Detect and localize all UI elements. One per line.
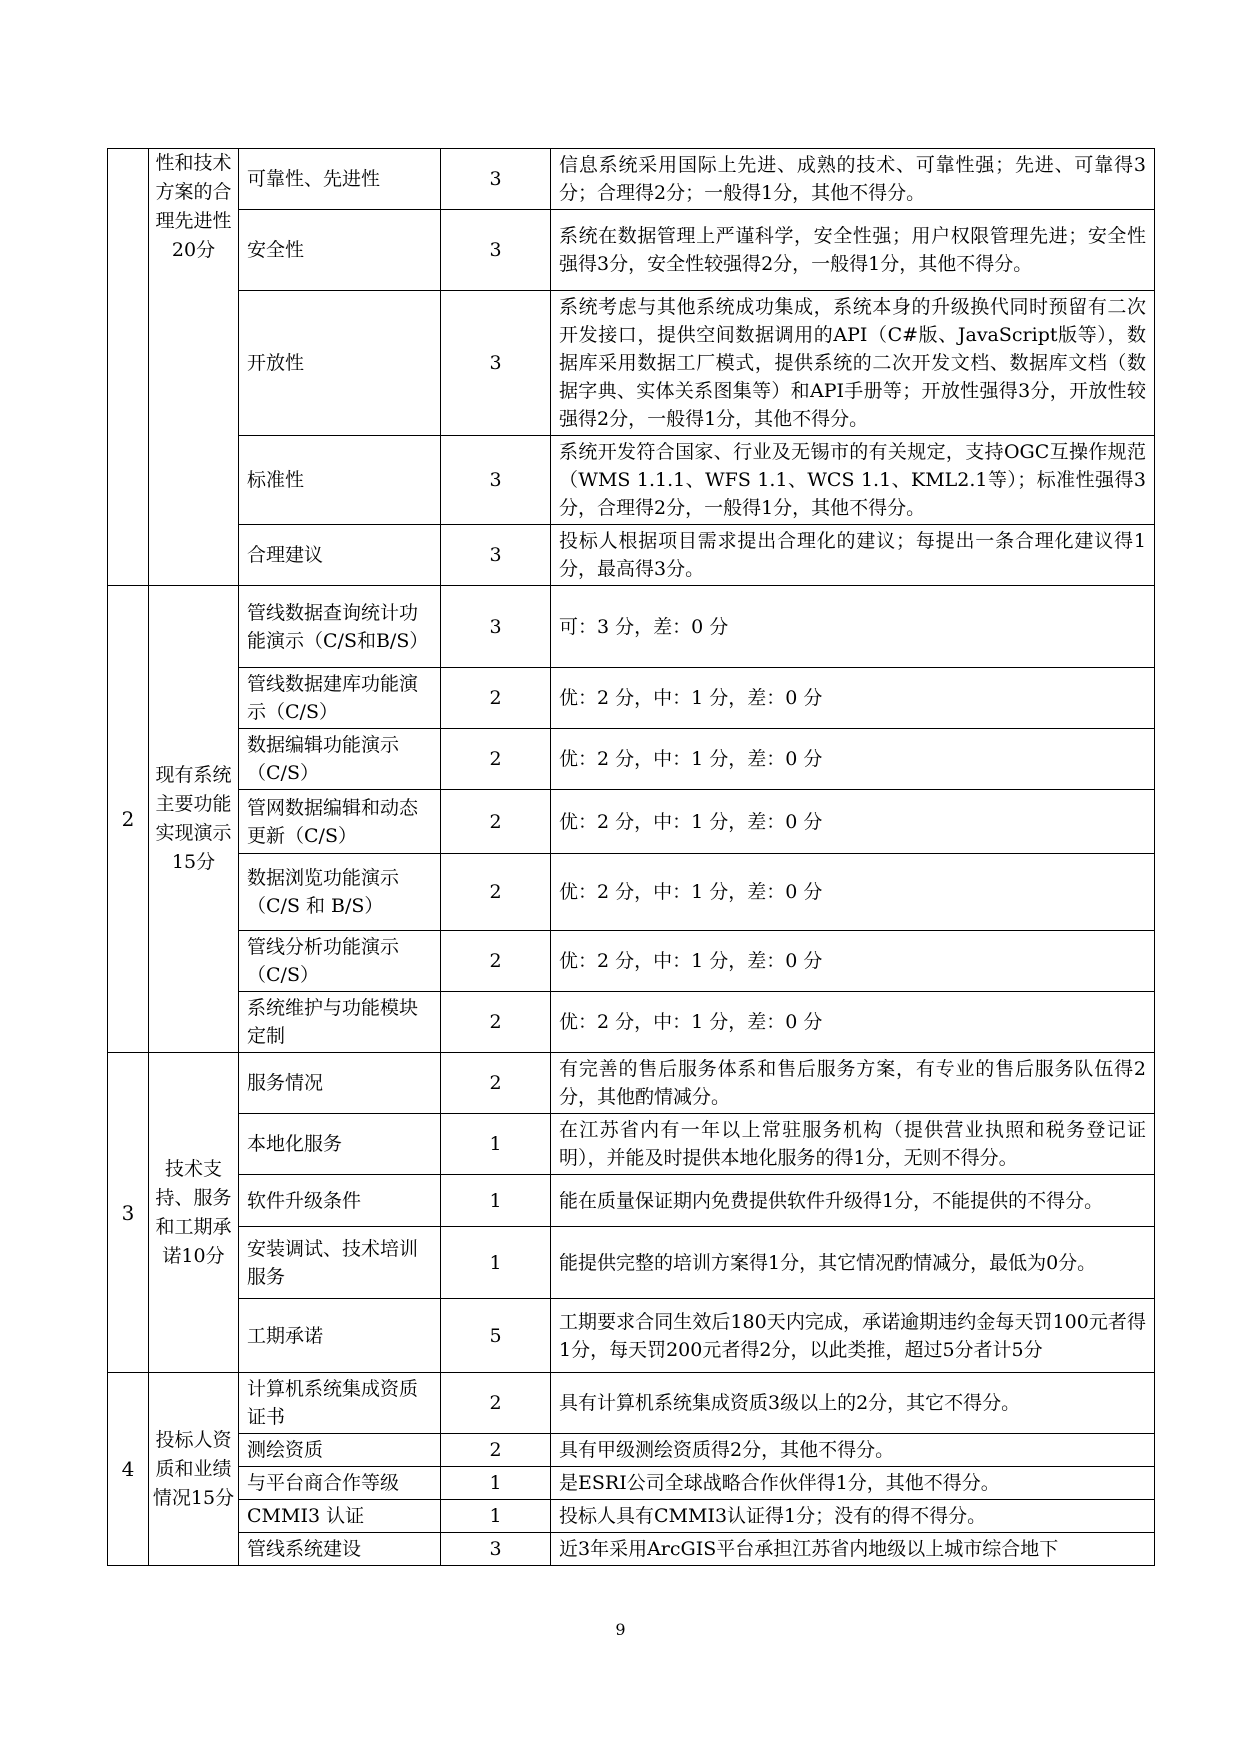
points-cell: 3 xyxy=(441,1533,551,1566)
table-row xyxy=(108,992,1155,1053)
points-cell: 1 xyxy=(441,1227,551,1299)
criterion-cell: 标准性 xyxy=(239,436,441,525)
section-number: 3 xyxy=(108,1053,149,1373)
description-cell: 具有甲级测绘资质得2分，其他不得分。 xyxy=(551,1434,1155,1467)
criterion-cell: 管线数据建库功能演示（C/S） xyxy=(239,668,441,729)
table-row xyxy=(108,1500,1155,1533)
table-row xyxy=(108,149,1155,210)
table-row xyxy=(108,1053,1155,1114)
criterion-cell: 计算机系统集成资质证书 xyxy=(239,1373,441,1434)
table-row xyxy=(108,1114,1155,1175)
criterion-cell: 软件升级条件 xyxy=(239,1175,441,1227)
criterion-cell: 合理建议 xyxy=(239,525,441,586)
criterion-cell: 可靠性、先进性 xyxy=(239,149,441,210)
points-cell: 3 xyxy=(441,586,551,668)
points-cell: 3 xyxy=(441,291,551,436)
section-category: 性和技术方案的合理先进性20分 xyxy=(149,149,239,586)
table-row xyxy=(108,1227,1155,1299)
points-cell: 2 xyxy=(441,668,551,729)
table-row xyxy=(108,525,1155,586)
description-cell: 优：2 分，中：1 分，差：0 分 xyxy=(551,790,1155,854)
table-row xyxy=(108,436,1155,525)
points-cell: 2 xyxy=(441,854,551,931)
section-number: 2 xyxy=(108,586,149,1053)
description-cell: 优：2 分，中：1 分，差：0 分 xyxy=(551,992,1155,1053)
section-number xyxy=(108,149,149,586)
description-cell: 系统在数据管理上严谨科学，安全性强；用户权限管理先进；安全性强得3分，安全性较强得2分，一般得1分，其他不得分。 xyxy=(551,210,1155,291)
page-number: 9 xyxy=(615,1620,626,1639)
points-cell: 1 xyxy=(441,1175,551,1227)
criterion-cell: 测绘资质 xyxy=(239,1434,441,1467)
section-category: 投标人资质和业绩情况15分 xyxy=(149,1373,239,1566)
description-cell: 具有计算机系统集成资质3级以上的2分，其它不得分。 xyxy=(551,1373,1155,1434)
table-row xyxy=(108,790,1155,854)
description-cell: 优：2 分，中：1 分，差：0 分 xyxy=(551,668,1155,729)
description-cell: 优：2 分，中：1 分，差：0 分 xyxy=(551,931,1155,992)
points-cell: 1 xyxy=(441,1500,551,1533)
points-cell: 2 xyxy=(441,790,551,854)
table-row xyxy=(108,854,1155,931)
table-row xyxy=(108,931,1155,992)
table-row xyxy=(108,291,1155,436)
description-cell: 投标人具有CMMI3认证得1分；没有的得不得分。 xyxy=(551,1500,1155,1533)
points-cell: 1 xyxy=(441,1114,551,1175)
table-row xyxy=(108,729,1155,790)
criterion-cell: 服务情况 xyxy=(239,1053,441,1114)
points-cell: 5 xyxy=(441,1299,551,1373)
table-row xyxy=(108,1373,1155,1434)
points-cell: 2 xyxy=(441,992,551,1053)
table-row xyxy=(108,668,1155,729)
criterion-cell: 数据编辑功能演示（C/S） xyxy=(239,729,441,790)
description-cell: 优：2 分，中：1 分，差：0 分 xyxy=(551,854,1155,931)
table-row xyxy=(108,1434,1155,1467)
points-cell: 2 xyxy=(441,931,551,992)
section-number: 4 xyxy=(108,1373,149,1566)
points-cell: 3 xyxy=(441,525,551,586)
criterion-cell: 安全性 xyxy=(239,210,441,291)
table-row xyxy=(108,1299,1155,1373)
table-row xyxy=(108,1533,1155,1566)
description-cell: 近3年采用ArcGIS平台承担江苏省内地级以上城市综合地下 xyxy=(551,1533,1155,1566)
points-cell: 2 xyxy=(441,1434,551,1467)
criterion-cell: 安装调试、技术培训服务 xyxy=(239,1227,441,1299)
criterion-cell: 与平台商合作等级 xyxy=(239,1467,441,1500)
criterion-cell: 数据浏览功能演示（C/S 和 B/S） xyxy=(239,854,441,931)
table-row xyxy=(108,1467,1155,1500)
description-cell: 系统考虑与其他系统成功集成，系统本身的升级换代同时预留有二次开发接口，提供空间数据调用的API（C#版、JavaScript版等），数据库采用数据工厂模式，提供系统的二次开发文档、数据库文档（数据字典、实体关系图集等）和API手册等；开放性强得3分，开放性较强得2分，一般得1分，其他不得分。 xyxy=(551,291,1155,436)
criterion-cell: 管线数据查询统计功能演示（C/S和B/S） xyxy=(239,586,441,668)
description-cell: 信息系统采用国际上先进、成熟的技术、可靠性强；先进、可靠得3分；合理得2分；一般得1分，其他不得分。 xyxy=(551,149,1155,210)
points-cell: 3 xyxy=(441,210,551,291)
criterion-cell: 开放性 xyxy=(239,291,441,436)
scoring-table xyxy=(107,148,1155,1566)
points-cell: 2 xyxy=(441,1053,551,1114)
criterion-cell: 系统维护与功能模块定制 xyxy=(239,992,441,1053)
description-cell: 工期要求合同生效后180天内完成，承诺逾期违约金每天罚100元者得1分，每天罚200元者得2分，以此类推，超过5分者计5分 xyxy=(551,1299,1155,1373)
description-cell: 是ESRI公司全球战略合作伙伴得1分，其他不得分。 xyxy=(551,1467,1155,1500)
section-category: 技术支持、服务和工期承诺10分 xyxy=(149,1053,239,1373)
points-cell: 3 xyxy=(441,149,551,210)
criterion-cell: CMMI3 认证 xyxy=(239,1500,441,1533)
criterion-cell: 本地化服务 xyxy=(239,1114,441,1175)
points-cell: 1 xyxy=(441,1467,551,1500)
table-row xyxy=(108,586,1155,668)
points-cell: 3 xyxy=(441,436,551,525)
description-cell: 系统开发符合国家、行业及无锡市的有关规定，支持OGC互操作规范（WMS 1.1.1、WFS 1.1、WCS 1.1、KML2.1等）；标准性强得3分，合理得2分，一般得1分，其他不得分。 xyxy=(551,436,1155,525)
description-cell: 有完善的售后服务体系和售后服务方案，有专业的售后服务队伍得2分，其他酌情减分。 xyxy=(551,1053,1155,1114)
table-row xyxy=(108,1175,1155,1227)
points-cell: 2 xyxy=(441,1373,551,1434)
criterion-cell: 工期承诺 xyxy=(239,1299,441,1373)
description-cell: 能在质量保证期内免费提供软件升级得1分，不能提供的不得分。 xyxy=(551,1175,1155,1227)
table-row xyxy=(108,210,1155,291)
criterion-cell: 管网数据编辑和动态更新（C/S） xyxy=(239,790,441,854)
description-cell: 在江苏省内有一年以上常驻服务机构（提供营业执照和税务登记证明），并能及时提供本地化服务的得1分，无则不得分。 xyxy=(551,1114,1155,1175)
description-cell: 投标人根据项目需求提出合理化的建议；每提出一条合理化建议得1分，最高得3分。 xyxy=(551,525,1155,586)
description-cell: 优：2 分，中：1 分，差：0 分 xyxy=(551,729,1155,790)
description-cell: 可：3 分，差：0 分 xyxy=(551,586,1155,668)
criterion-cell: 管线分析功能演示（C/S） xyxy=(239,931,441,992)
table-body xyxy=(108,149,1155,1566)
criterion-cell: 管线系统建设 xyxy=(239,1533,441,1566)
points-cell: 2 xyxy=(441,729,551,790)
section-category: 现有系统主要功能实现演示15分 xyxy=(149,586,239,1053)
description-cell: 能提供完整的培训方案得1分，其它情况酌情减分，最低为0分。 xyxy=(551,1227,1155,1299)
